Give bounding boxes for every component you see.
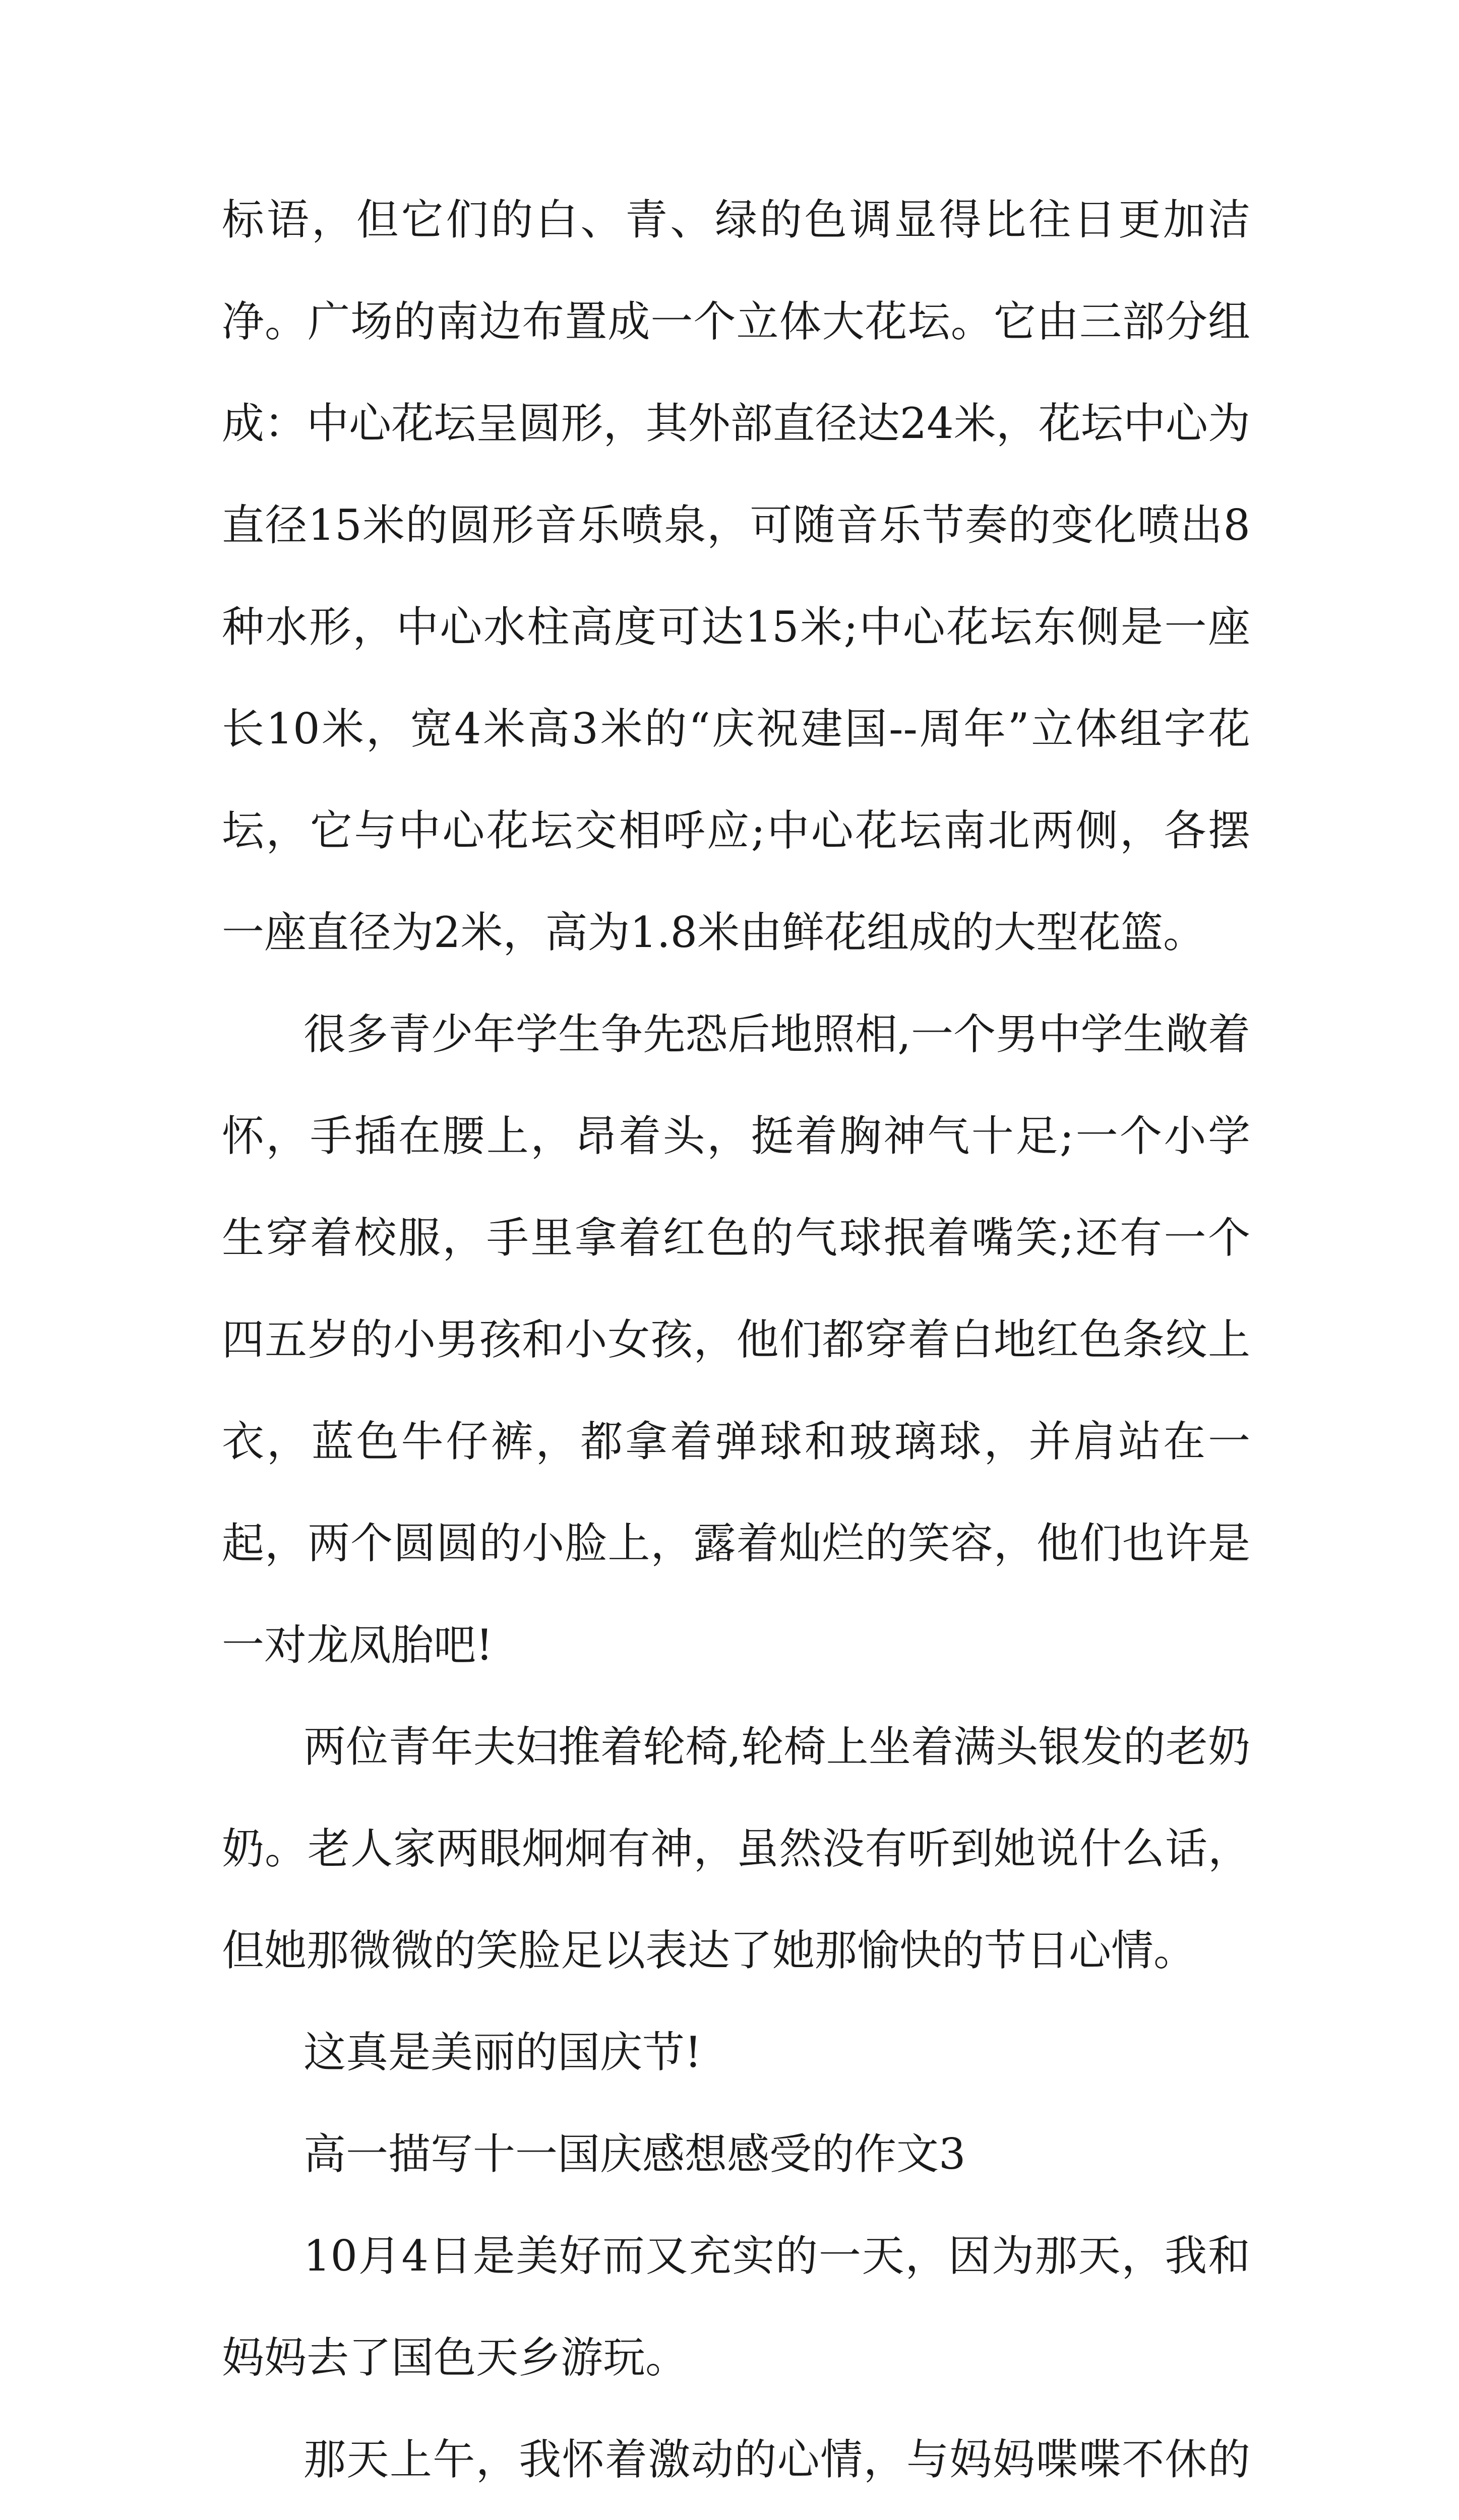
essay-heading-3: 高一描写十一国庆感想感受的作文3 [303, 2129, 966, 2179]
paragraph-october-fourth: 10月4日是美好而又充实的一天，因为那天，我和妈妈去了国色天乡游玩。 [222, 2231, 1250, 2382]
paragraph-beautiful-national-day: 这真是美丽的国庆节! [303, 2028, 702, 2077]
paragraph-students-photos: 很多青少年学生争先恐后地照相,一个男中学生敞着怀，手插在腰上，昂着头，挺着胸神气十足;一个小学生穿着校服，手里拿着红色的气球抿着嘴笑;还有一个四五岁的小男孩和小女孩，他们都穿着白地红色条纹上衣，蓝色牛仔裤，都拿着弹球和玻璃球，并肩站在一起，两个圆圆的小脸上，露着灿烂的笑容，他们也许是一对龙凤胎吧! [222, 1010, 1250, 1670]
paragraph-morning-chat: 那天上午，我怀着激动的心情，与妈妈喋喋不休的 [303, 2435, 1250, 2484]
paragraph-plaza-description: 标语，但它们的白、青、绿的色调显得比往日更加洁净。广场的南边布置成一个立体大花坛。它由三部分组成：中心花坛呈圆形，其外部直径达24米，花坛中心为直径15米的圆形音乐喷泉，可随音乐节奏的变化喷出8种水形，中心水柱高度可达15米;中心花坛东侧是一座长10米，宽4米高3米的“庆祝建国--周年”立体组字花坛，它与中心花坛交相呼应;中心花坛南北两侧，各摆一座直径为2米，高为1.8米由鲜花组成的大型花篮。 [222, 195, 1250, 957]
paragraph-elderly-grandmother: 两位青年夫妇推着轮椅,轮椅上坐着满头银发的老奶奶。老人家两眼炯炯有神，虽然没有听到她说什么话，但她那微微的笑脸足以表达了她那愉快的节日心情。 [222, 1722, 1250, 1975]
document-body [222, 169, 1250, 2520]
